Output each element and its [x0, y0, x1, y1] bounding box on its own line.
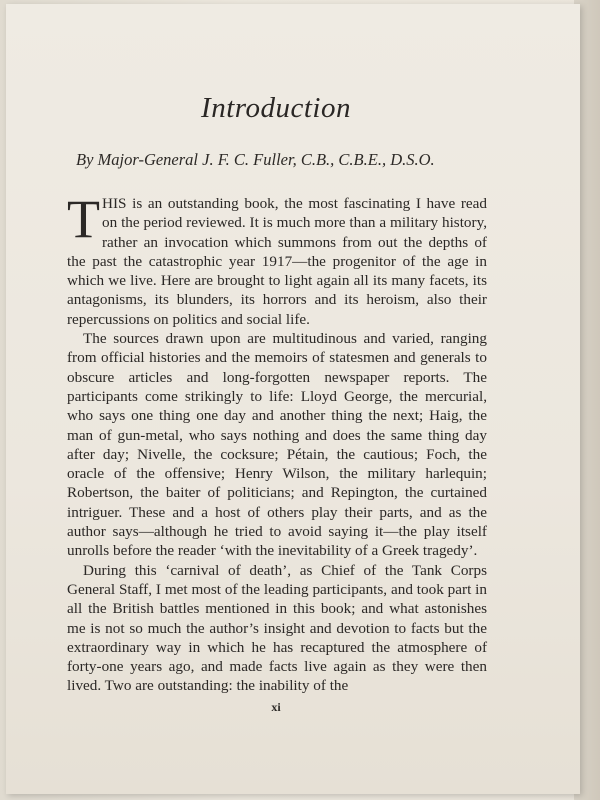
page-number: xi [271, 700, 281, 714]
author-byline: By Major-General J. F. C. Fuller, C.B., C.B.E., D.S.O. [76, 150, 435, 169]
body-text [67, 189, 487, 696]
paragraph-3: During this ‘carnival of death’, as Chief of the Tank Corps General Staff, I met most of the leading participants, and took part in all the British battles mentioned in this book; and what astonishes me is not so much the author’s insight and devotion to facts but the extraordinary way in which he has recaptured the atmosphere of forty-one years ago, and made facts live again as they were then lived. Two are outstanding: the inability of the [67, 561, 487, 695]
book-page [6, 4, 580, 794]
chapter-title: Introduction [201, 92, 351, 124]
paragraph-1 [67, 189, 487, 329]
paragraph-1-text: HIS is an outstanding book, the most fascinating I have read on the period reviewed. It is much more than a military history, rather an invocation which summons from out the depths of the past the catastrophic year 1917—the progenitor of the age in which we live. Here are brought to light again all its many facets, its antagonisms, its blunders, its horrors and its heroism, also their repercussions on politics and social life. [67, 195, 487, 328]
paragraph-2: The sources drawn upon are multitudinous and varied, ranging from official histories and the memoirs of statesmen and generals to obscure articles and long-forgotten newspaper reports. The participants come strikingly to life: Lloyd George, the mercurial, who says one thing one day and another thing the next; Haig, the man of gun-metal, who says nothing and does the same thing day after day; Nivelle, the cocksure; Pétain, the cautious; Foch, the oracle of the offensive; Henry Wilson, the military harlequin; Robertson, the baiter of politicians; and Repington, the curtained intriguer. These and a host of others play their parts, and as the author says—although he tried to avoid saying it—the play itself unrolls before the reader ‘with the inevitability of a Greek tragedy’. [67, 330, 487, 560]
drop-cap: T [67, 189, 100, 249]
